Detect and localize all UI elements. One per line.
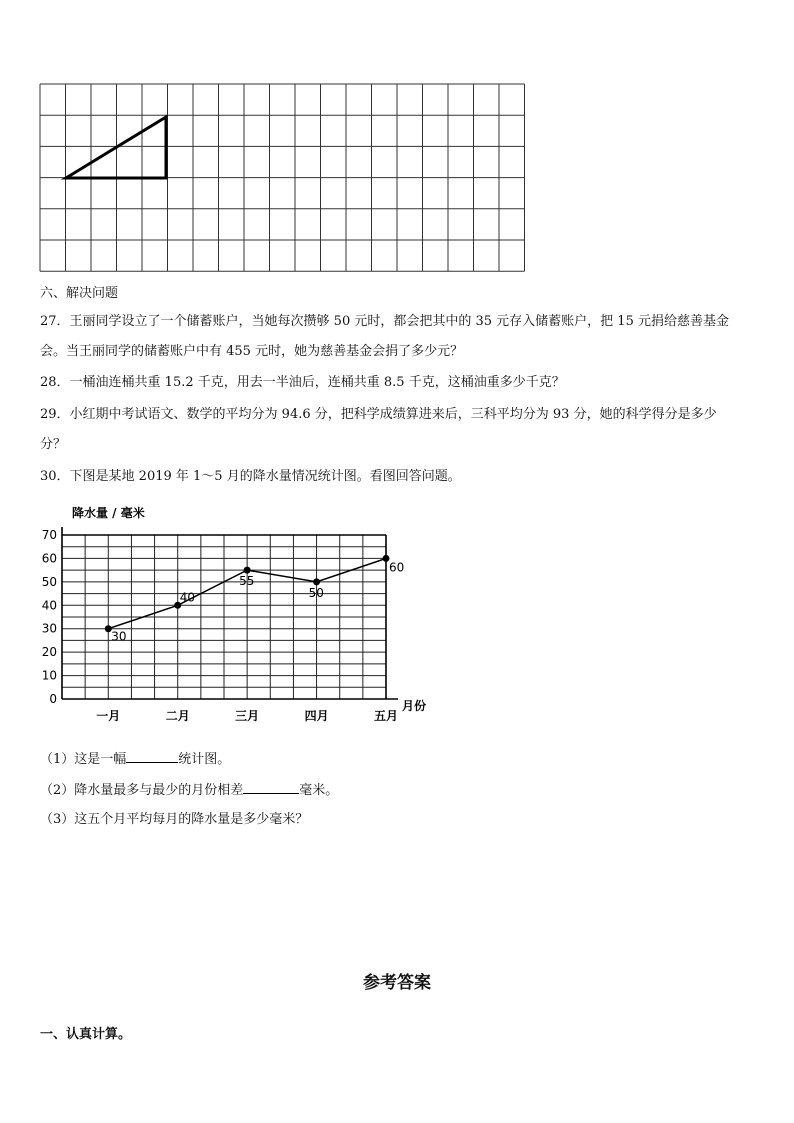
sub-question-2: （2）降水量最多与最少的月份相差 毫米。: [40, 783, 339, 798]
y-tick-label: 60: [41, 551, 57, 566]
data-label: 40: [179, 590, 195, 605]
data-point: [244, 567, 251, 574]
triangle-grid-figure: [38, 82, 530, 277]
y-tick-label: 10: [41, 668, 57, 683]
y-axis-label: 降水量 / 毫米: [72, 506, 145, 520]
x-tick-label: 二月: [165, 709, 190, 723]
data-label: 50: [308, 585, 324, 600]
question-30: 30．下图是某地 2019 年 1～5 月的降水量情况统计图。看图回答问题。: [40, 469, 461, 484]
sub-question-3: （3）这五个月平均每月的降水量是多少毫米？: [40, 812, 309, 827]
question-28: 28．一桶油连桶共重 15.2 千克，用去一半油后，连桶共重 8.5 千克，这桶油重多少千克？: [40, 375, 565, 390]
x-tick-label: 五月: [373, 709, 399, 723]
question-27-line-1: 27．王丽同学设立了一个储蓄账户，当她每次攒够 50 元时，都会把其中的 35 元存入储蓄账户，把 15 元捐给慈善基金: [40, 314, 729, 329]
answer-key-title: 参考答案: [363, 973, 431, 993]
answer-blank-2[interactable]: [243, 781, 299, 794]
y-tick-label: 50: [41, 574, 57, 589]
answer-blank-1[interactable]: [126, 750, 178, 763]
y-tick-label: 70: [41, 528, 57, 542]
data-point: [313, 578, 320, 585]
question-29-line-1: 29．小红期中考试语文、数学的平均分为 94.6 分，把科学成绩算进来后，三科平均分为 93 分，她的科学得分是多少: [40, 407, 717, 422]
question-27-line-2: 会。当王丽同学的储蓄账户中有 455 元时，她为慈善基金会捐了多少元？: [40, 344, 464, 359]
y-tick-label: 40: [41, 598, 57, 613]
y-tick-label: 20: [41, 645, 57, 660]
answer-section-1: 一、认真计算。: [40, 1027, 132, 1042]
data-label: 30: [111, 629, 127, 644]
x-tick-label: 四月: [304, 709, 329, 723]
data-label: 60: [389, 560, 405, 575]
y-tick-label: 0: [49, 692, 57, 706]
sub-question-1: （1）这是一幅 统计图。: [40, 752, 231, 767]
section-heading-problem-solving: 六、解决问题: [40, 286, 119, 301]
question-29-line-2: 分？: [40, 437, 67, 452]
x-tick-label: 三月: [235, 709, 260, 723]
rainfall-line-chart: [36, 500, 456, 730]
x-tick-label: 一月: [96, 709, 121, 723]
y-tick-label: 30: [41, 621, 57, 636]
data-label: 55: [239, 574, 255, 589]
x-axis-label: 月份: [402, 699, 427, 713]
